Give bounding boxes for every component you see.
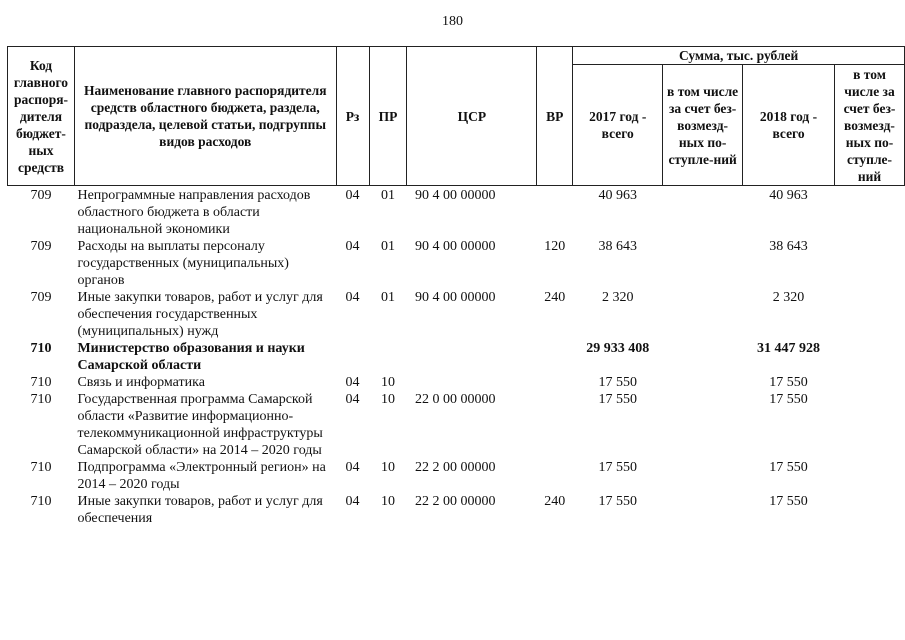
cell-2017-total: 17 550 — [598, 494, 637, 509]
cell-2018-free — [834, 374, 904, 391]
cell-2017-free — [663, 186, 743, 239]
cell-2017-free — [663, 459, 743, 493]
cell-2017-free — [663, 391, 743, 459]
cell-rz: 04 — [345, 460, 360, 475]
cell-code: 709 — [30, 239, 52, 254]
cell-rz: 04 — [345, 239, 360, 254]
cell-2017-free — [663, 289, 743, 340]
cell-name: Расходы на выплаты персоналу государственных (муниципальных) органов — [77, 239, 289, 288]
page-number: 180 — [442, 14, 463, 29]
table-row — [8, 186, 905, 239]
cell-code: 709 — [30, 188, 52, 203]
header-name: Наименование главного распорядителя средств областного бюджета, раздела, подраздела, целевой статьи, подгруппы видов расходов — [74, 47, 336, 186]
cell-rz: 04 — [345, 392, 360, 407]
header-2018-total: 2018 год - всего — [743, 65, 835, 186]
cell-2017-free — [663, 493, 743, 527]
cell-code: 710 — [30, 341, 52, 356]
cell-2018-total: 17 550 — [769, 460, 808, 475]
cell-code: 710 — [30, 460, 52, 475]
table-row — [8, 340, 905, 374]
cell-csr: 90 4 00 00000 — [414, 188, 496, 203]
cell-2017-free — [663, 340, 743, 374]
cell-2018-total: 31 447 928 — [757, 341, 821, 356]
header-2017-free: в том числе за счет без-возмезд-ных по-ступле-ний — [663, 65, 743, 186]
header-csr: ЦСР — [407, 47, 537, 186]
header-2017-total: 2017 год - всего — [573, 65, 663, 186]
cell-pr: 10 — [380, 392, 395, 407]
cell-2018-free — [834, 238, 904, 289]
cell-2017-total: 2 320 — [601, 290, 634, 305]
cell-pr: 10 — [380, 494, 395, 509]
table-body — [8, 186, 905, 528]
cell-vr — [537, 391, 573, 459]
cell-csr — [407, 374, 537, 391]
cell-name: Иные закупки товаров, работ и услуг для обеспечения — [77, 494, 323, 526]
cell-pr: 10 — [380, 460, 395, 475]
cell-vr: 120 — [544, 239, 566, 254]
cell-code: 710 — [30, 494, 52, 509]
cell-2017-total: 17 550 — [598, 375, 637, 390]
table-row — [8, 493, 905, 527]
cell-2018-free — [834, 493, 904, 527]
cell-name: Непрограммные направления расходов областного бюджета в области национальной экономики — [77, 188, 311, 237]
cell-csr: 22 0 00 00000 — [414, 392, 496, 407]
cell-2017-free — [663, 374, 743, 391]
cell-code: 709 — [30, 290, 52, 305]
cell-2018-total: 40 963 — [769, 188, 808, 203]
budget-table — [7, 46, 905, 527]
cell-vr — [537, 459, 573, 493]
cell-2018-total: 17 550 — [769, 375, 808, 390]
cell-2018-free — [834, 459, 904, 493]
cell-name: Министерство образования и науки Самарской области — [77, 341, 305, 373]
cell-csr: 90 4 00 00000 — [414, 239, 496, 254]
cell-rz: 04 — [345, 188, 360, 203]
header-vr: ВР — [537, 47, 573, 186]
header-2018-free: в том числе за счет без-возмезд-ных по-ступле-ний — [834, 65, 904, 186]
cell-name: Подпрограмма «Электронный регион» на 2014 – 2020 годы — [77, 460, 326, 492]
cell-rz — [336, 340, 369, 374]
cell-pr — [369, 340, 407, 374]
header-code: Код главного распоря-дителя бюджет-ных средств — [8, 47, 75, 186]
cell-pr: 01 — [380, 188, 395, 203]
table-row — [8, 391, 905, 459]
cell-2018-total: 17 550 — [769, 494, 808, 509]
cell-name: Связь и информатика — [77, 375, 205, 390]
cell-code: 710 — [30, 392, 52, 407]
cell-name: Государственная программа Самарской области «Развитие информационно-телекоммуникационной инфраструктуры Самарской области» на 2014 – 2020 годы — [77, 392, 323, 458]
cell-2018-free — [834, 391, 904, 459]
cell-2018-free — [834, 289, 904, 340]
cell-pr: 01 — [380, 239, 395, 254]
cell-pr: 10 — [380, 375, 395, 390]
table-row — [8, 238, 905, 289]
cell-vr — [537, 340, 573, 374]
cell-2018-free — [834, 186, 904, 239]
cell-code: 710 — [30, 375, 52, 390]
table-row — [8, 374, 905, 391]
header-pr: ПР — [369, 47, 407, 186]
cell-rz: 04 — [345, 375, 360, 390]
table-row — [8, 289, 905, 340]
cell-2017-total: 40 963 — [598, 188, 637, 203]
cell-vr: 240 — [544, 290, 566, 305]
cell-vr — [537, 374, 573, 391]
cell-2018-total: 17 550 — [769, 392, 808, 407]
cell-csr: 22 2 00 00000 — [414, 494, 496, 509]
cell-2018-total: 38 643 — [769, 239, 808, 254]
cell-csr: 90 4 00 00000 — [414, 290, 496, 305]
cell-pr: 01 — [380, 290, 395, 305]
cell-rz: 04 — [345, 494, 360, 509]
cell-vr: 240 — [544, 494, 566, 509]
cell-2017-total: 17 550 — [598, 460, 637, 475]
cell-2017-free — [663, 238, 743, 289]
cell-csr — [407, 340, 537, 374]
cell-rz: 04 — [345, 290, 360, 305]
cell-2017-total: 29 933 408 — [586, 341, 650, 356]
cell-2017-total: 17 550 — [598, 392, 637, 407]
header-sum: Сумма, тыс. рублей — [573, 47, 905, 65]
table-header — [8, 47, 905, 186]
cell-vr — [537, 186, 573, 239]
cell-2018-total: 2 320 — [772, 290, 805, 305]
cell-2018-free — [834, 340, 904, 374]
table-row — [8, 459, 905, 493]
cell-csr: 22 2 00 00000 — [414, 460, 496, 475]
cell-name: Иные закупки товаров, работ и услуг для обеспечения государственных (муниципальных) нужд — [77, 290, 323, 339]
cell-2017-total: 38 643 — [598, 239, 637, 254]
header-rz: Рз — [336, 47, 369, 186]
